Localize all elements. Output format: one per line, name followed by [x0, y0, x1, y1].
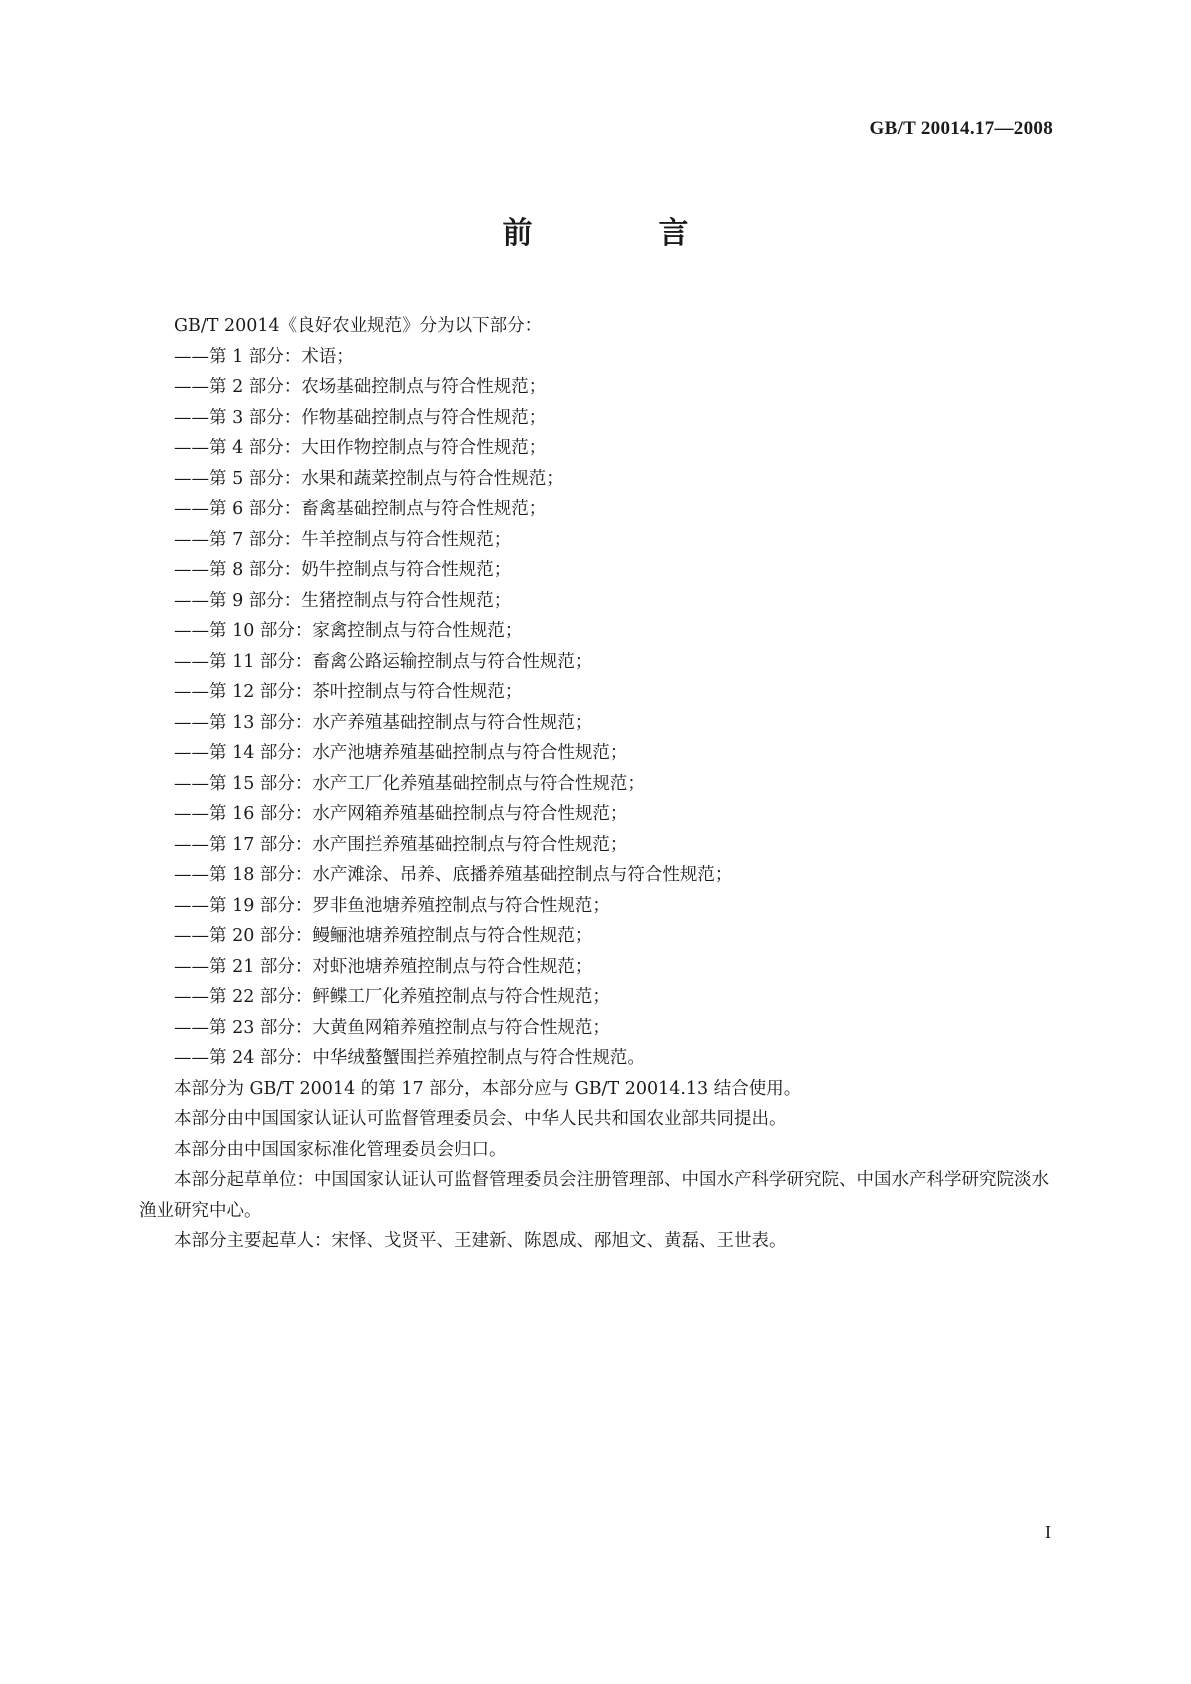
- list-item: ——第 6 部分：畜禽基础控制点与符合性规范；: [174, 499, 547, 519]
- intro-paragraph: GB/T 20014《良好农业规范》分为以下部分：: [174, 316, 543, 336]
- standard-code: GB/T 20014.17—2008: [869, 118, 1053, 139]
- drafters-paragraph: 本部分主要起草人：宋怿、戈贤平、王建新、陈恩成、邴旭文、黄磊、王世表。: [174, 1231, 787, 1251]
- list-item: ——第 7 部分：牛羊控制点与符合性规范；: [174, 529, 512, 550]
- list-item: ——第 18 部分：水产滩涂、吊养、底播养殖基础控制点与符合性规范；: [174, 865, 733, 885]
- proposer-paragraph: 本部分由中国国家认证认可监督管理委员会、中华人民共和国农业部共同提出。: [174, 1109, 787, 1129]
- list-item: ——第 22 部分：鲆鲽工厂化养殖控制点与符合性规范；: [174, 987, 610, 1007]
- list-item: ——第 10 部分：家禽控制点与符合性规范；: [174, 621, 523, 641]
- parts-list: [139, 342, 1059, 1074]
- list-item: ——第 17 部分：水产围拦养殖基础控制点与符合性规范；: [174, 834, 628, 855]
- list-item: ——第 9 部分：生猪控制点与符合性规范；: [174, 590, 512, 611]
- list-item: ——第 2 部分：农场基础控制点与符合性规范；: [174, 377, 547, 397]
- list-item: ——第 15 部分：水产工厂化养殖基础控制点与符合性规范；: [174, 773, 645, 794]
- list-item: ——第 20 部分：鳗鲡池塘养殖控制点与符合性规范；: [174, 926, 593, 946]
- page-number: I: [1045, 1522, 1051, 1542]
- list-item: ——第 13 部分：水产养殖基础控制点与符合性规范；: [174, 712, 593, 733]
- list-item: ——第 8 部分：奶牛控制点与符合性规范；: [174, 560, 512, 580]
- list-item: ——第 1 部分：术语；: [174, 346, 354, 367]
- document-body: [139, 311, 1059, 1257]
- list-item: ——第 12 部分：茶叶控制点与符合性规范；: [174, 682, 523, 702]
- page-title: 前 言: [502, 216, 737, 251]
- usage-paragraph: 本部分为 GB/T 20014 的第 17 部分，本部分应与 GB/T 20014.13 结合使用。: [174, 1078, 802, 1099]
- list-item: ——第 3 部分：作物基础控制点与符合性规范；: [174, 407, 547, 428]
- list-item: ——第 11 部分：畜禽公路运输控制点与符合性规范；: [174, 651, 593, 672]
- drafting-units-paragraph: 本部分起草单位：中国国家认证认可监督管理委员会注册管理部、中国水产科学研究院、中国水产科学研究院淡水渔业研究中心。: [139, 1170, 1049, 1221]
- list-item: ——第 4 部分：大田作物控制点与符合性规范；: [174, 438, 547, 458]
- list-item: ——第 14 部分：水产池塘养殖基础控制点与符合性规范；: [174, 743, 628, 763]
- list-item: ——第 24 部分：中华绒螯蟹围拦养殖控制点与符合性规范。: [174, 1048, 645, 1068]
- list-item: ——第 23 部分：大黄鱼网箱养殖控制点与符合性规范；: [174, 1017, 610, 1038]
- list-item: ——第 21 部分：对虾池塘养殖控制点与符合性规范；: [174, 956, 593, 977]
- list-item: ——第 16 部分：水产网箱养殖基础控制点与符合性规范；: [174, 804, 628, 824]
- list-item: ——第 5 部分：水果和蔬菜控制点与符合性规范；: [174, 468, 564, 489]
- administration-paragraph: 本部分由中国国家标准化管理委员会归口。: [174, 1139, 507, 1160]
- list-item: ——第 19 部分：罗非鱼池塘养殖控制点与符合性规范；: [174, 895, 610, 916]
